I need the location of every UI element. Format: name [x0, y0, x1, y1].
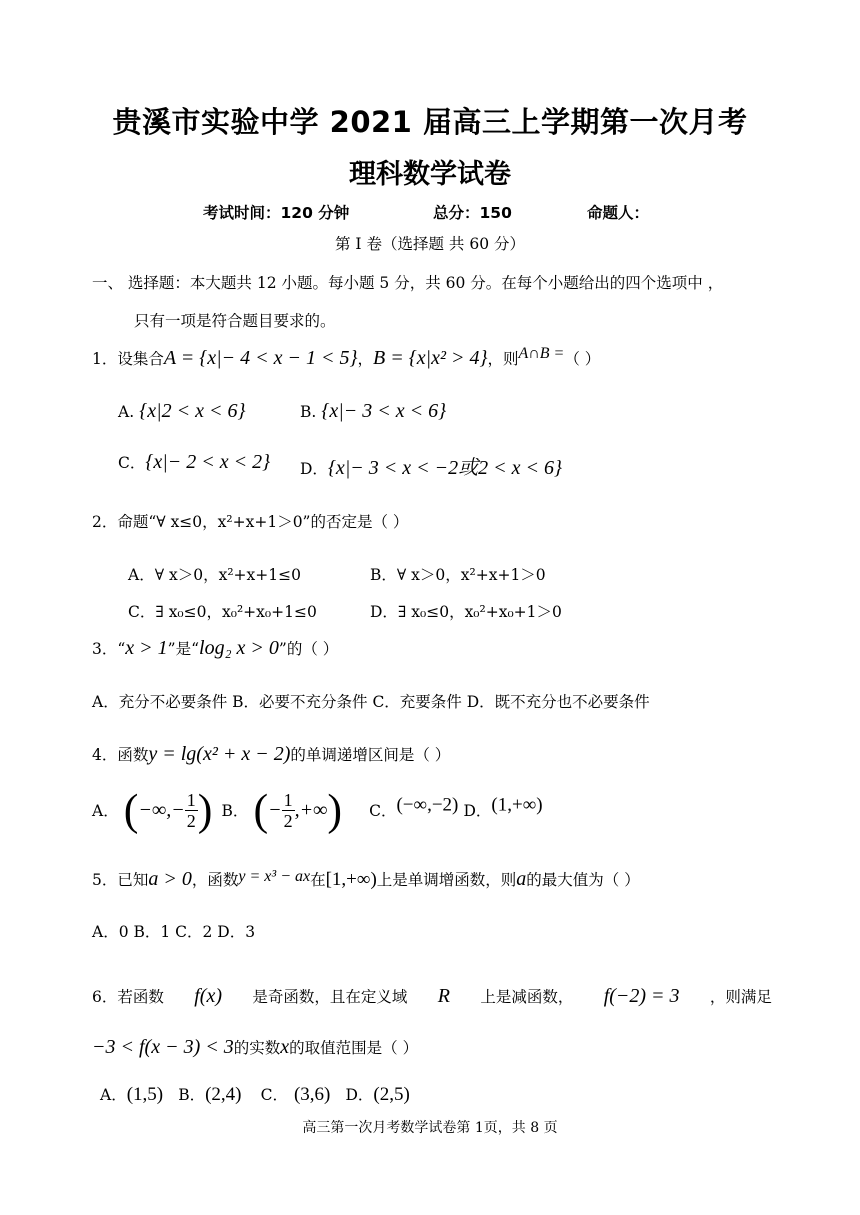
- q6-mid1: 是奇函数，且在定义域: [252, 988, 408, 1006]
- q3-options: A．充分不必要条件 B．必要不充分条件 C．充要条件 D．既不充分也不必要条件: [92, 693, 650, 711]
- q1-option-d: [300, 451, 562, 480]
- q6-option-a-value: (1,5): [126, 1084, 164, 1105]
- question-1: [92, 345, 600, 370]
- q6-mid2: 上是减函数，: [480, 988, 574, 1006]
- exam-subtitle: 理科数学试卷: [349, 159, 511, 190]
- q6-condition: f(−2) = 3: [603, 985, 680, 1007]
- q5-prefix: 5．已知: [92, 871, 149, 889]
- q4-option-b-numerator: 1: [283, 789, 293, 810]
- q6-option-d-label: D．: [345, 1086, 374, 1104]
- q4-option-d-value: (1,+∞): [491, 794, 543, 816]
- q3-mid: ”是“: [167, 640, 200, 658]
- q5-mid1: ，函数: [191, 871, 239, 889]
- question-3: [92, 637, 338, 660]
- q6-mid3: ，则满足: [709, 988, 772, 1006]
- q1-option-c-label: C．: [118, 454, 146, 472]
- q4-option-c-value: (−∞,−2): [396, 794, 459, 816]
- q6-end: 的取值范围是（ ）: [289, 1039, 419, 1057]
- q1-set-b: B = {x|x² > 4}: [372, 347, 488, 369]
- q6-domain: R: [437, 985, 450, 1007]
- q2-option-a: A．∀ x＞0，x²+x+1≤0: [128, 566, 301, 584]
- section-heading: 第 I 卷（选择题 共 60 分）: [335, 235, 525, 253]
- q2-option-d: D．∃ x₀≤0，x₀²+x₀+1＞0: [370, 603, 562, 621]
- question-6-line2: [92, 1036, 418, 1059]
- q3-number: 3．“: [92, 640, 126, 658]
- q6-mid4: 的实数: [233, 1039, 281, 1057]
- q4-option-b-label: B．: [221, 802, 249, 820]
- question-4: [92, 743, 450, 766]
- q6-options: [100, 1083, 410, 1106]
- author-label: 命题人：: [587, 204, 650, 222]
- q6-inequality: −3 < f(x − 3) < 3: [92, 1036, 234, 1058]
- q5-options: A．0 B．1 C．2 D．3: [92, 923, 256, 941]
- q1-option-c: [118, 451, 270, 474]
- q1-option-d-label: D．: [300, 460, 328, 478]
- q3-condition-2: log₂ x > 0: [199, 637, 279, 659]
- q1-expr: A∩B =: [518, 345, 565, 362]
- q1-option-a: [118, 400, 245, 423]
- q4-option-b-denominator: 2: [283, 810, 293, 831]
- q4-option-a-numerator: 1: [186, 789, 196, 810]
- q6-variable: x: [280, 1036, 290, 1058]
- question-5: [92, 868, 640, 891]
- q1-ask: ，则: [487, 350, 519, 368]
- exam-time: 考试时间：120 分钟: [203, 204, 350, 222]
- q1-option-b-value: {x|− 3 < x < 6}: [321, 400, 447, 422]
- instructions-line2: 只有一项是符合题目要求的。: [134, 312, 336, 330]
- q6-option-b-value: (2,4): [205, 1084, 242, 1105]
- q6-option-b-label: B．: [178, 1086, 206, 1104]
- q4-option-a-label: A．: [92, 802, 119, 820]
- q4-options: [92, 785, 543, 834]
- q1-option-b: [300, 400, 446, 423]
- q1-paren: （ ）: [564, 350, 601, 368]
- q1-option-d-value: {x|− 3 < x < −2或2 < x < 6}: [327, 457, 563, 479]
- q4-option-a-lead: −∞,−: [138, 798, 185, 821]
- q2-option-b: B．∀ x＞0，x²+x+1＞0: [370, 566, 546, 584]
- exam-title: 贵溪市实验中学 2021 届高三上学期第一次月考: [112, 105, 748, 139]
- q5-function: y = x³ − ax: [238, 868, 311, 885]
- q6-function: f(x): [194, 985, 222, 1007]
- q5-mid2: 在: [310, 871, 326, 889]
- q3-condition-1: x > 1: [125, 637, 168, 659]
- q4-option-b-lead: −: [268, 798, 282, 821]
- q4-prefix: 4．函数: [92, 746, 149, 764]
- q6-option-c-value: (3,6): [293, 1084, 331, 1105]
- q4-option-b-fraction: [282, 790, 295, 831]
- q6-option-a-label: A．: [100, 1086, 127, 1104]
- instructions-line1: 一、 选择题：本大题共 12 小题。每小题 5 分，共 60 分。在每个小题给出的四个选项中 ，: [92, 274, 724, 292]
- question-6-line1: [92, 985, 772, 1008]
- q4-option-a-denominator: 2: [186, 810, 196, 831]
- question-2: 2．命题“∀ x≤0，x²+x+1＞0”的否定是（ ）: [92, 513, 409, 531]
- q2-option-c: C．∃ x₀≤0，x₀²+x₀+1≤0: [128, 603, 317, 621]
- q4-option-a-fraction: [185, 790, 198, 831]
- q1-option-b-label: B.: [300, 403, 317, 421]
- q4-option-b-value: (− $\frac{1}{2}$ ,+∞): [253, 785, 343, 834]
- q3-end: ”的（ ）: [278, 640, 339, 658]
- q5-mid3: 上是单调增函数，则: [376, 871, 517, 889]
- q4-option-c-label: C．: [369, 802, 397, 820]
- q6-prefix: 6．若函数: [92, 988, 164, 1006]
- q1-option-c-value: {x|− 2 < x < 2}: [145, 451, 271, 473]
- total-score: 总分：150: [433, 204, 512, 222]
- q4-function: y = lg(x² + x − 2): [148, 743, 291, 765]
- q5-end: 的最大值为（ ）: [526, 871, 640, 889]
- q4-suffix: 的单调递增区间是（ ）: [290, 746, 451, 764]
- q5-interval: [1,+∞): [325, 869, 377, 890]
- q4-option-b-tail: ,+∞: [294, 798, 328, 821]
- q1-set-a: A = {x|− 4 < x − 1 < 5}: [163, 347, 358, 369]
- q6-option-d-value: (2,5): [373, 1084, 410, 1105]
- q6-option-c-label: C．: [260, 1086, 288, 1104]
- q5-condition: a > 0: [148, 868, 192, 890]
- q1-comma: ，: [357, 350, 373, 368]
- q1-option-a-value: {x|2 < x < 6}: [139, 400, 246, 422]
- q4-option-d-label: D．: [463, 802, 492, 820]
- q4-option-a-value: (−∞,− $\frac{1}{2}$ ): [123, 785, 213, 834]
- q1-option-a-label: A.: [118, 403, 135, 421]
- q5-variable: a: [516, 868, 527, 890]
- page-footer: 高三第一次月考数学试卷第 1页，共 8 页: [302, 1120, 558, 1136]
- q1-prefix: 1．设集合: [92, 350, 164, 368]
